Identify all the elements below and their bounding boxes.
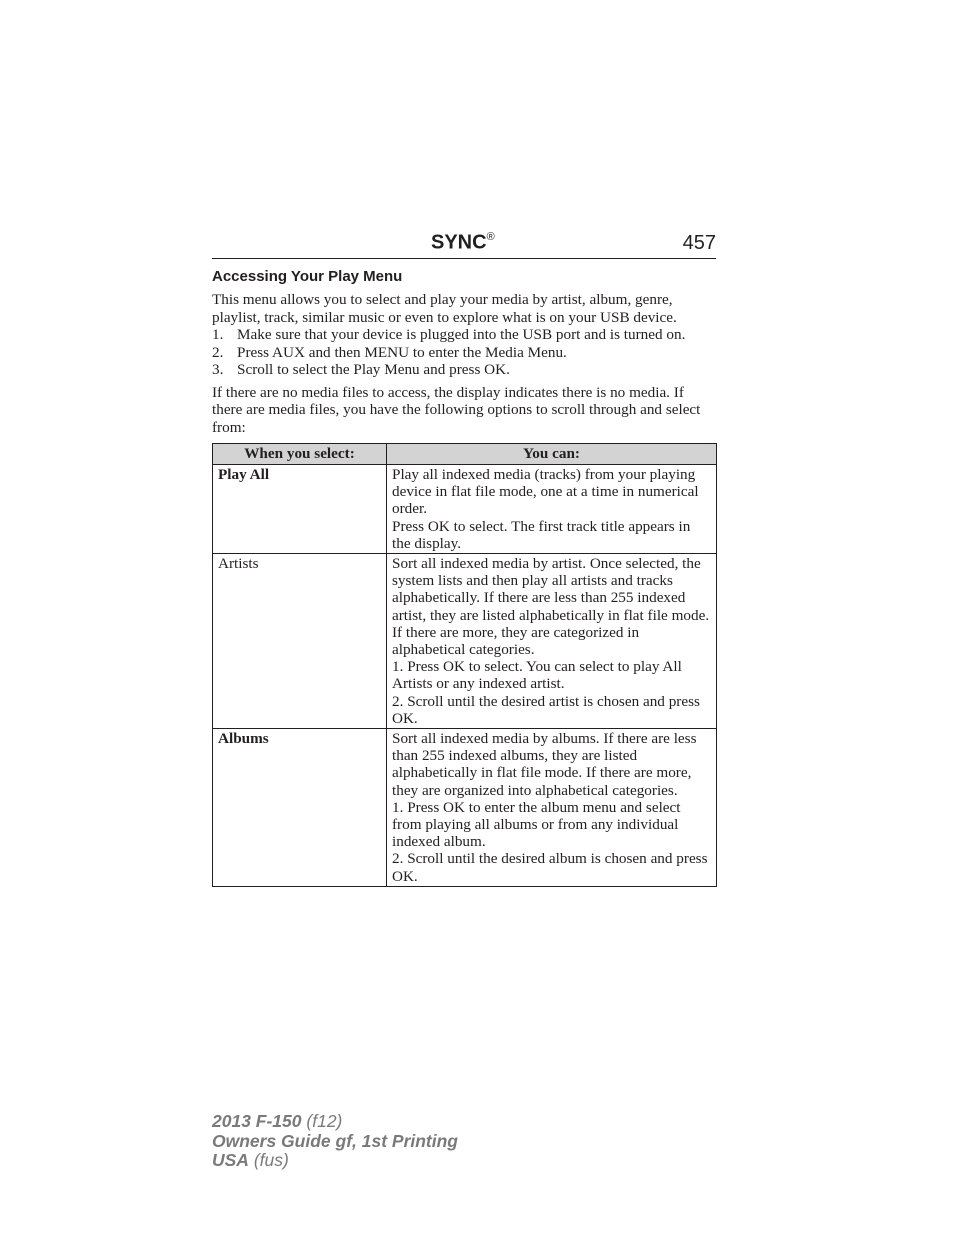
description-line: 2. Scroll until the desired album is chosen and press OK. <box>392 850 708 885</box>
description-line: Play all indexed media (tracks) from your playing device in flat file mode, one at a time in numerical order. <box>392 466 699 518</box>
footer-line-market: USA (fus) <box>212 1150 289 1170</box>
column-header-action: You can: <box>387 444 717 465</box>
step-text: Make sure that your device is plugged into the USB port and is turned on. <box>237 326 686 343</box>
description-cell <box>387 729 717 887</box>
step-item <box>212 326 716 344</box>
table-row <box>213 729 717 887</box>
description-line: Sort all indexed media by albums. If there are less than 255 indexed albums, they are listed alphabetically in flat file mode. If there are more, they are organized into alphabetical categories. <box>392 730 697 799</box>
footer-line-model: 2013 F-150 (f12) <box>212 1111 343 1131</box>
section-title: SYNC® <box>431 231 495 254</box>
select-cell: Play All <box>213 465 387 554</box>
intro-paragraph: This menu allows you to select and play your media by artist, album, genre, playlist, track, similar music or even to explore what is on your USB device. <box>212 291 677 326</box>
select-cell: Artists <box>213 554 387 729</box>
description-line: 2. Scroll until the desired artist is chosen and press OK. <box>392 692 700 727</box>
print-footer <box>212 1112 458 1171</box>
step-item <box>212 361 716 379</box>
select-cell: Albums <box>213 729 387 887</box>
section-heading: Accessing Your Play Menu <box>212 268 403 285</box>
step-item <box>212 344 716 362</box>
page-number: 457 <box>682 232 716 254</box>
description-cell <box>387 554 717 729</box>
description-line: 1. Press OK to enter the album menu and select from playing all albums or from any individual indexed album. <box>392 798 681 851</box>
registered-mark: ® <box>486 231 495 244</box>
description-line: 1. Press OK to select. You can select to play All Artists or any indexed artist. <box>392 658 682 693</box>
step-number: 1. <box>212 326 224 343</box>
options-paragraph: If there are no media files to access, the display indicates there is no media. If there are media files, you have the following options to scroll through and select from: <box>212 383 701 436</box>
table-header-row <box>213 444 717 465</box>
column-header-select: When you select: <box>213 444 387 465</box>
step-number: 3. <box>212 361 224 378</box>
manual-page <box>212 229 716 887</box>
description-cell <box>387 465 717 554</box>
running-header <box>212 229 716 259</box>
steps-list <box>212 326 716 379</box>
step-text: Scroll to select the Play Menu and press OK. <box>237 361 510 378</box>
description-line: Press OK to select. The first track title appears in the display. <box>392 517 691 552</box>
description-line: Sort all indexed media by artist. Once selected, the system lists and then play all artists and tracks alphabetically. If there are less than 255 indexed artist, they are listed alphabetically in flat file mode. If there are more, they are categorized in alphabetical categories. <box>392 555 710 659</box>
step-text: Press AUX and then MENU to enter the Media Menu. <box>237 343 567 361</box>
table-row <box>213 554 717 729</box>
step-number: 2. <box>212 343 224 361</box>
footer-line-printing: Owners Guide gf, 1st Printing <box>212 1130 458 1151</box>
table-row <box>213 465 717 554</box>
play-menu-table <box>212 443 717 887</box>
